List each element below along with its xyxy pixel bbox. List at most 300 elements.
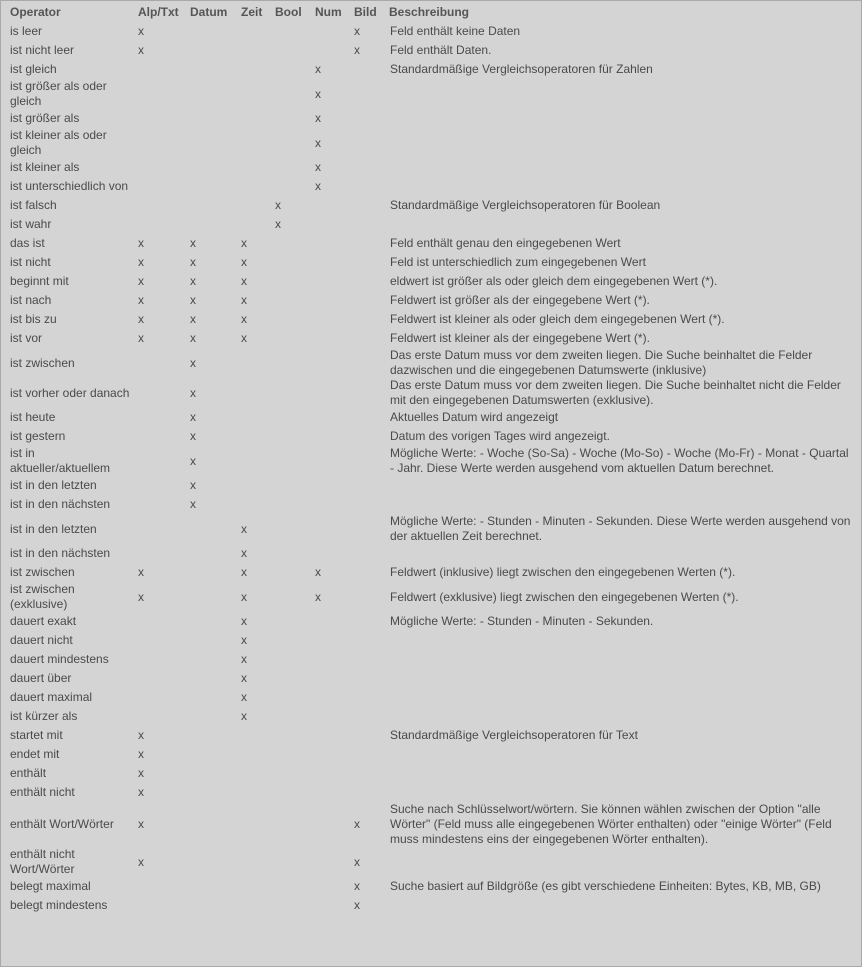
bild-cell xyxy=(346,582,381,612)
alp-txt-cell xyxy=(130,650,182,669)
table-row xyxy=(1,60,861,79)
zeit-cell: x xyxy=(241,614,247,628)
description-cell: Feldwert ist kleiner als oder gleich dem eingegebenen Wert (*). xyxy=(390,312,725,326)
datum-cell xyxy=(182,215,233,234)
description-cell: Mögliche Werte: - Stunden - Minuten - Sekunden. Diese Werte werden ausgehend von der aktuellen Zeit berechnet. xyxy=(390,514,851,543)
bool-cell: x xyxy=(275,198,281,212)
table-row xyxy=(1,128,861,158)
table-row xyxy=(1,272,861,291)
zeit-cell xyxy=(233,109,267,128)
table-row xyxy=(1,582,861,612)
table-row xyxy=(1,177,861,196)
description-cell xyxy=(381,896,861,915)
description-cell xyxy=(381,745,861,764)
operator-cell: dauert über xyxy=(10,671,72,685)
alp-txt-cell: x xyxy=(138,589,144,604)
description-cell xyxy=(381,495,861,514)
description-cell: Suche nach Schlüsselwort/wörtern. Sie können wählen zwischen der Option "alle Wörter" (Feld muss alle eingegebenen Wörter enthalten) oder "einige Wörter" (Feld muss mindestens eins der eingegebenen Wörter enthalten). xyxy=(390,802,832,846)
alp-txt-cell: x xyxy=(138,728,144,742)
table-row xyxy=(1,427,861,446)
description-cell: Feldwert (exklusive) liegt zwischen den eingegebenen Werten (*). xyxy=(390,589,739,604)
operator-cell: dauert mindestens xyxy=(10,652,109,666)
operator-cell: enthält nicht Wort/Wörter xyxy=(10,847,75,876)
datum-cell: x xyxy=(190,355,196,370)
bild-cell xyxy=(346,495,381,514)
num-cell xyxy=(307,745,346,764)
description-cell xyxy=(381,109,861,128)
operator-cell: ist in den letzten xyxy=(10,478,97,492)
num-cell xyxy=(307,783,346,802)
alp-txt-cell xyxy=(130,378,182,408)
num-cell xyxy=(307,272,346,291)
bool-cell xyxy=(267,476,307,495)
zeit-cell xyxy=(233,215,267,234)
alp-txt-cell xyxy=(130,631,182,650)
description-cell xyxy=(381,128,861,158)
bild-cell xyxy=(346,707,381,726)
zeit-cell xyxy=(233,877,267,896)
bool-cell xyxy=(267,650,307,669)
bool-cell xyxy=(267,41,307,60)
table-row xyxy=(1,291,861,310)
datum-cell xyxy=(182,196,233,215)
num-cell xyxy=(307,707,346,726)
bild-cell xyxy=(346,408,381,427)
bild-cell xyxy=(346,348,381,378)
num-cell xyxy=(307,877,346,896)
bool-cell xyxy=(267,22,307,41)
bild-cell xyxy=(346,726,381,745)
bild-cell xyxy=(346,158,381,177)
description-cell: Standardmäßige Vergleichsoperatoren für Text xyxy=(390,728,638,742)
bool-cell xyxy=(267,612,307,631)
operator-cell: ist gestern xyxy=(10,429,66,443)
zeit-cell xyxy=(233,348,267,378)
table-row xyxy=(1,783,861,802)
alp-txt-cell: x xyxy=(138,331,144,345)
operator-cell: ist bis zu xyxy=(10,312,57,326)
zeit-cell xyxy=(233,847,267,877)
bool-cell xyxy=(267,631,307,650)
table-row xyxy=(1,109,861,128)
description-cell: Datum des vorigen Tages wird angezeigt. xyxy=(390,429,610,443)
datum-cell: x xyxy=(190,255,196,269)
bool-cell xyxy=(267,446,307,476)
zeit-cell: x xyxy=(241,652,247,666)
alp-txt-cell: x xyxy=(138,43,144,57)
table-row xyxy=(1,707,861,726)
bild-cell xyxy=(346,650,381,669)
datum-cell xyxy=(182,764,233,783)
zeit-cell xyxy=(233,128,267,158)
description-cell: Das erste Datum muss vor dem zweiten liegen. Die Suche beinhaltet nicht die Felder mit den eingegebenen Datumswerten (exklusive). xyxy=(390,378,841,407)
zeit-cell xyxy=(233,726,267,745)
bool-cell xyxy=(267,60,307,79)
bild-cell: x xyxy=(354,879,360,893)
description-cell xyxy=(381,158,861,177)
alp-txt-cell xyxy=(130,158,182,177)
description-cell: Suche basiert auf Bildgröße (es gibt verschiedene Einheiten: Bytes, KB, MB, GB) xyxy=(390,879,821,893)
table-row xyxy=(1,310,861,329)
zeit-cell: x xyxy=(241,293,247,307)
description-cell xyxy=(381,783,861,802)
operator-cell: ist unterschiedlich von xyxy=(10,179,129,193)
num-cell xyxy=(307,196,346,215)
bool-cell xyxy=(267,847,307,877)
operator-cell: ist heute xyxy=(10,410,56,424)
num-cell xyxy=(307,348,346,378)
description-cell: Feldwert ist größer als der eingegebene Wert (*). xyxy=(390,293,650,307)
operator-cell: ist kleiner als oder gleich xyxy=(10,128,107,157)
alp-txt-cell xyxy=(130,177,182,196)
alp-txt-cell: x xyxy=(138,785,144,799)
datum-cell xyxy=(182,847,233,877)
bild-cell xyxy=(346,631,381,650)
num-cell xyxy=(307,514,346,544)
zeit-cell: x xyxy=(241,521,247,536)
zeit-cell: x xyxy=(241,274,247,288)
operator-cell: ist in den nächsten xyxy=(10,546,111,560)
operator-cell: ist falsch xyxy=(10,198,57,212)
operator-cell: ist größer als xyxy=(10,111,80,125)
alp-txt-cell: x xyxy=(138,312,144,326)
bild-cell: x xyxy=(354,24,360,38)
alp-txt-cell: x xyxy=(138,236,144,250)
bool-cell xyxy=(267,348,307,378)
description-cell: Feld enthält genau den eingegebenen Wert xyxy=(390,236,621,250)
alp-txt-cell xyxy=(130,128,182,158)
bild-cell xyxy=(346,764,381,783)
datum-cell: x xyxy=(190,236,196,250)
description-cell: Aktuelles Datum wird angezeigt xyxy=(390,410,559,424)
num-cell xyxy=(307,41,346,60)
alp-txt-cell xyxy=(130,669,182,688)
operator-cell: ist kleiner als xyxy=(10,160,80,174)
operator-cell: ist zwischen (exklusive) xyxy=(10,582,75,611)
alp-txt-cell: x xyxy=(138,255,144,269)
table-header-row xyxy=(1,1,861,22)
zeit-cell xyxy=(233,41,267,60)
alp-txt-cell xyxy=(130,544,182,563)
bild-cell: x xyxy=(354,854,360,869)
zeit-cell xyxy=(233,495,267,514)
datum-cell: x xyxy=(190,410,196,424)
zeit-cell xyxy=(233,408,267,427)
operator-cell: das ist xyxy=(10,236,45,250)
operator-cell: belegt mindestens xyxy=(10,898,108,912)
datum-cell: x xyxy=(190,293,196,307)
num-cell: x xyxy=(315,111,321,125)
bool-cell xyxy=(267,378,307,408)
datum-cell: x xyxy=(190,312,196,326)
alp-txt-cell xyxy=(130,215,182,234)
header-beschreibung: Beschreibung xyxy=(389,4,470,19)
bild-cell xyxy=(346,563,381,582)
table-row xyxy=(1,253,861,272)
bild-cell: x xyxy=(354,898,360,912)
datum-cell xyxy=(182,896,233,915)
zeit-cell xyxy=(233,79,267,109)
bild-cell xyxy=(346,128,381,158)
description-cell: Feld ist unterschiedlich zum eingegebenen Wert xyxy=(390,255,646,269)
table-row xyxy=(1,41,861,60)
bool-cell xyxy=(267,582,307,612)
bool-cell xyxy=(267,544,307,563)
zeit-cell xyxy=(233,177,267,196)
zeit-cell: x xyxy=(241,236,247,250)
table-row xyxy=(1,408,861,427)
bild-cell xyxy=(346,745,381,764)
alp-txt-cell xyxy=(130,688,182,707)
datum-cell xyxy=(182,158,233,177)
datum-cell: x xyxy=(190,385,196,400)
bool-cell xyxy=(267,408,307,427)
zeit-cell: x xyxy=(241,312,247,326)
datum-cell xyxy=(182,802,233,847)
operator-cell: belegt maximal xyxy=(10,879,91,893)
bool-cell xyxy=(267,128,307,158)
operator-cell: ist nach xyxy=(10,293,52,307)
bild-cell xyxy=(346,476,381,495)
bool-cell xyxy=(267,253,307,272)
num-cell: x xyxy=(315,86,321,101)
alp-txt-cell xyxy=(130,514,182,544)
bild-cell: x xyxy=(354,817,360,831)
bild-cell xyxy=(346,196,381,215)
description-cell xyxy=(381,544,861,563)
datum-cell xyxy=(182,745,233,764)
bild-cell xyxy=(346,291,381,310)
datum-cell xyxy=(182,877,233,896)
datum-cell xyxy=(182,109,233,128)
operator-cell: ist vorher oder danach xyxy=(10,385,130,400)
description-cell xyxy=(381,764,861,783)
alp-txt-cell xyxy=(130,60,182,79)
operator-cell: ist zwischen xyxy=(10,565,75,579)
num-cell xyxy=(307,631,346,650)
bild-cell xyxy=(346,272,381,291)
table-row xyxy=(1,196,861,215)
operator-cell: ist gleich xyxy=(10,62,57,76)
operator-cell: dauert maximal xyxy=(10,690,93,704)
num-cell xyxy=(307,446,346,476)
description-cell xyxy=(381,847,861,877)
num-cell xyxy=(307,764,346,783)
datum-cell xyxy=(182,60,233,79)
bild-cell xyxy=(346,783,381,802)
num-cell xyxy=(307,291,346,310)
datum-cell xyxy=(182,544,233,563)
operator-cell: endet mit xyxy=(10,747,60,761)
alp-txt-cell xyxy=(130,877,182,896)
table-row xyxy=(1,329,861,348)
alp-txt-cell: x xyxy=(138,565,144,579)
operator-cell: is leer xyxy=(10,24,43,38)
bild-cell xyxy=(346,446,381,476)
table-row xyxy=(1,348,861,378)
bool-cell xyxy=(267,329,307,348)
table-row xyxy=(1,234,861,253)
bool-cell xyxy=(267,563,307,582)
table-row xyxy=(1,495,861,514)
table-row xyxy=(1,802,861,847)
datum-cell xyxy=(182,563,233,582)
header-zeit: Zeit xyxy=(241,4,263,19)
alp-txt-cell xyxy=(130,427,182,446)
zeit-cell: x xyxy=(241,565,247,579)
bild-cell xyxy=(346,215,381,234)
zeit-cell xyxy=(233,745,267,764)
datum-cell xyxy=(182,612,233,631)
operator-cell: enthält xyxy=(10,766,47,780)
datum-cell xyxy=(182,514,233,544)
bool-cell xyxy=(267,79,307,109)
alp-txt-cell xyxy=(130,196,182,215)
operator-cell: ist größer als oder gleich xyxy=(10,79,107,108)
num-cell xyxy=(307,847,346,877)
num-cell xyxy=(307,544,346,563)
bild-cell: x xyxy=(354,43,360,57)
alp-txt-cell xyxy=(130,109,182,128)
num-cell: x xyxy=(315,179,321,193)
alp-txt-cell: x xyxy=(138,24,144,38)
alp-txt-cell: x xyxy=(138,766,144,780)
bild-cell xyxy=(346,329,381,348)
zeit-cell xyxy=(233,446,267,476)
bild-cell xyxy=(346,544,381,563)
datum-cell: x xyxy=(190,497,196,511)
table-row xyxy=(1,563,861,582)
zeit-cell xyxy=(233,22,267,41)
bool-cell xyxy=(267,896,307,915)
zeit-cell: x xyxy=(241,709,247,723)
description-cell: Feldwert (inklusive) liegt zwischen den eingegebenen Werten (*). xyxy=(390,565,736,579)
description-cell xyxy=(381,631,861,650)
description-cell xyxy=(381,669,861,688)
zeit-cell xyxy=(233,783,267,802)
zeit-cell xyxy=(233,158,267,177)
description-cell xyxy=(381,707,861,726)
num-cell xyxy=(307,726,346,745)
table-row xyxy=(1,896,861,915)
alp-txt-cell xyxy=(130,707,182,726)
num-cell xyxy=(307,408,346,427)
description-cell: Standardmäßige Vergleichsoperatoren für Zahlen xyxy=(390,62,653,76)
description-cell: Standardmäßige Vergleichsoperatoren für Boolean xyxy=(390,198,661,212)
description-cell: Mögliche Werte: - Stunden - Minuten - Sekunden. xyxy=(390,614,654,628)
alp-txt-cell: x xyxy=(138,747,144,761)
operator-cell: ist nicht xyxy=(10,255,51,269)
bild-cell xyxy=(346,60,381,79)
description-cell: Mögliche Werte: - Woche (So-Sa) - Woche (Mo-So) - Woche (Mo-Fr) - Monat - Quartal - Jahr. Diese Werte werden ausgehend vom aktuellen Datum berechnet. xyxy=(390,446,849,475)
operator-cell: ist in den nächsten xyxy=(10,497,111,511)
table-row xyxy=(1,514,861,544)
num-cell xyxy=(307,329,346,348)
description-cell xyxy=(381,177,861,196)
operator-cell: dauert nicht xyxy=(10,633,73,647)
num-cell: x xyxy=(315,160,321,174)
bild-cell xyxy=(346,177,381,196)
zeit-cell xyxy=(233,764,267,783)
bool-cell xyxy=(267,272,307,291)
bool-cell xyxy=(267,802,307,847)
datum-cell xyxy=(182,669,233,688)
num-cell: x xyxy=(315,135,321,150)
num-cell xyxy=(307,802,346,847)
header-bool: Bool xyxy=(275,4,302,19)
alp-txt-cell xyxy=(130,476,182,495)
zeit-cell xyxy=(233,378,267,408)
datum-cell xyxy=(182,128,233,158)
datum-cell xyxy=(182,22,233,41)
bild-cell xyxy=(346,688,381,707)
bild-cell xyxy=(346,427,381,446)
datum-cell xyxy=(182,650,233,669)
operator-cell: startet mit xyxy=(10,728,63,742)
operator-cell: enthält Wort/Wörter xyxy=(10,817,114,831)
num-cell xyxy=(307,495,346,514)
alp-txt-cell xyxy=(130,495,182,514)
description-cell xyxy=(381,650,861,669)
bild-cell xyxy=(346,378,381,408)
table-row xyxy=(1,650,861,669)
table-row xyxy=(1,544,861,563)
table-row xyxy=(1,726,861,745)
bool-cell xyxy=(267,707,307,726)
header-alp-txt: Alp/Txt xyxy=(138,4,179,19)
alp-txt-cell xyxy=(130,896,182,915)
description-cell: eldwert ist größer als oder gleich dem eingegebenen Wert (*). xyxy=(390,274,718,288)
zeit-cell: x xyxy=(241,331,247,345)
num-cell: x xyxy=(315,565,321,579)
zeit-cell: x xyxy=(241,546,247,560)
operator-cell: ist wahr xyxy=(10,217,52,231)
bool-cell xyxy=(267,514,307,544)
bool-cell xyxy=(267,291,307,310)
table-row xyxy=(1,631,861,650)
description-cell: Feldwert ist kleiner als der eingegebene Wert (*). xyxy=(390,331,650,345)
num-cell xyxy=(307,688,346,707)
zeit-cell xyxy=(233,476,267,495)
num-cell xyxy=(307,896,346,915)
zeit-cell: x xyxy=(241,589,247,604)
bool-cell: x xyxy=(275,217,281,231)
bool-cell xyxy=(267,177,307,196)
alp-txt-cell: x xyxy=(138,293,144,307)
alp-txt-cell xyxy=(130,408,182,427)
datum-cell: x xyxy=(190,331,196,345)
alp-txt-cell xyxy=(130,348,182,378)
description-cell: Feld enthält Daten. xyxy=(390,43,492,57)
description-cell xyxy=(381,688,861,707)
datum-cell xyxy=(182,726,233,745)
num-cell xyxy=(307,378,346,408)
datum-cell xyxy=(182,79,233,109)
table-row xyxy=(1,612,861,631)
bild-cell xyxy=(346,669,381,688)
bool-cell xyxy=(267,427,307,446)
datum-cell xyxy=(182,688,233,707)
num-cell xyxy=(307,669,346,688)
num-cell xyxy=(307,476,346,495)
table-body xyxy=(1,22,861,915)
bool-cell xyxy=(267,669,307,688)
table-row xyxy=(1,847,861,877)
bool-cell xyxy=(267,726,307,745)
num-cell: x xyxy=(315,589,321,604)
num-cell xyxy=(307,215,346,234)
table-row xyxy=(1,688,861,707)
